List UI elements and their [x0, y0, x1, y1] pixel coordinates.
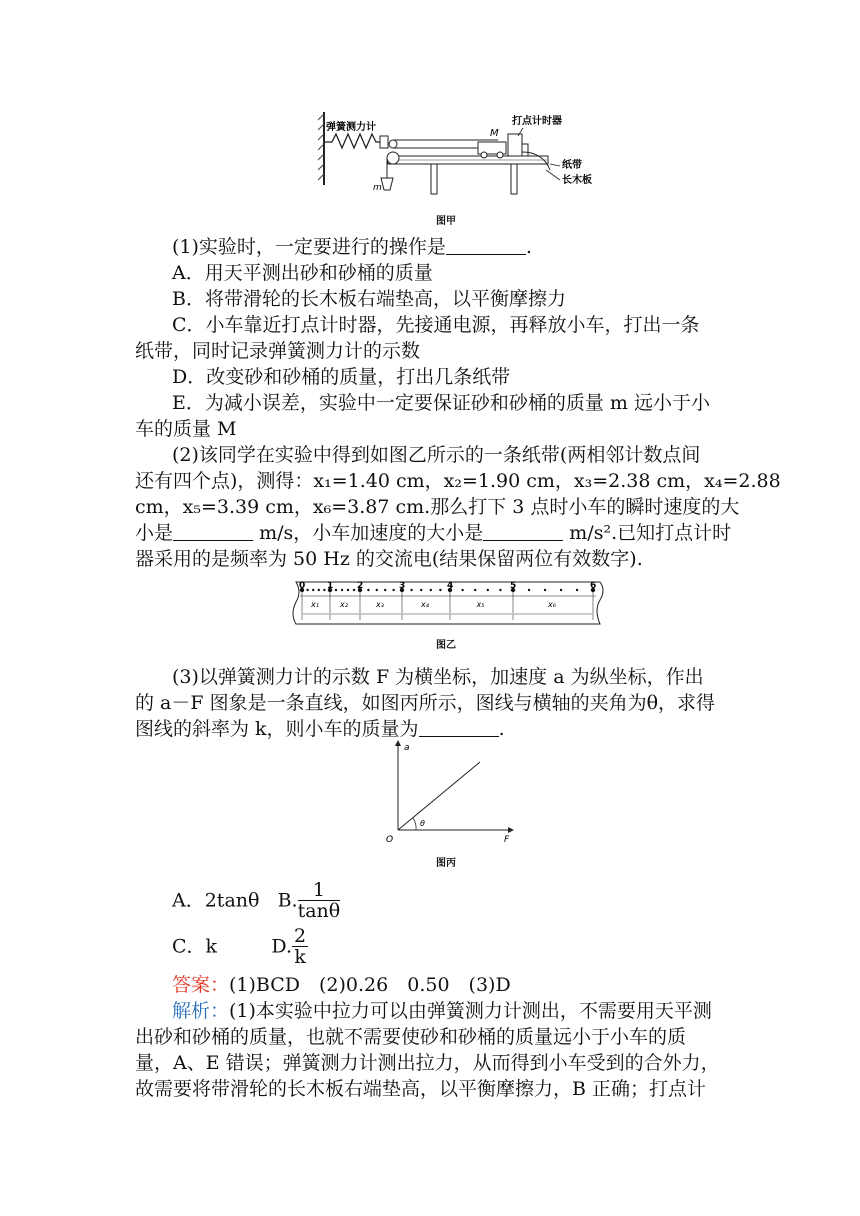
count-point-label: 6 [590, 581, 597, 591]
q3-option-d-fraction: $\frac{2}{k}$ [294, 925, 307, 968]
tape-dot [560, 589, 562, 591]
tape-dot [410, 589, 412, 591]
a-F-graph [380, 738, 520, 848]
answer-blank [446, 236, 526, 255]
q1-option-d: D．改变砂和砂桶的质量，打出几条纸带 [172, 366, 511, 388]
analysis-line2: 出砂和砂桶的质量，也就不需要使砂和砂桶的质量远小于小车的质 [135, 1026, 687, 1048]
count-point-label: 2 [357, 581, 364, 591]
q2-line5: 器采用的是频率为 50 Hz 的交流电(结果保留两位有效数字). [135, 548, 643, 570]
tape-dot [439, 589, 441, 591]
tape-dot [367, 589, 369, 591]
tape-dot [576, 589, 578, 591]
count-point-label: 5 [510, 581, 517, 591]
q3-option-b-fraction: $\frac{1}{\tan\theta}$ [297, 879, 341, 922]
tape-dot [312, 589, 314, 591]
angle-label: θ [420, 819, 425, 828]
q3-option-c: C．k [172, 935, 218, 958]
count-point-label: 0 [299, 581, 306, 591]
answer-blank [173, 522, 253, 541]
q3-line2: 的 a－F 图象是一条直线，如图丙所示，图线与横轴的夹角为θ，求得 [135, 692, 716, 714]
tape-dot [420, 589, 422, 591]
segment-label: x₅ [476, 600, 485, 609]
tape-dot [376, 589, 378, 591]
q2-line2: 还有四个点)，测得：x₁=1.40 cm，x₂=1.90 cm，x₃=2.38 cm，x₄=2.88 [135, 470, 781, 492]
q1-option-a: A．用天平测出砂和砂桶的质量 [172, 262, 433, 284]
figure-caption-bing: 图丙 [436, 858, 456, 869]
label-spring-scale: 弹簧测力计 [326, 122, 376, 133]
q2-line4: 小是 m/s，小车加速度的大小是 m/s².已知打点计时 [135, 522, 732, 544]
q3-option-a: A．2tanθ [172, 889, 260, 912]
tape-dot [347, 589, 349, 591]
count-point-label: 4 [447, 581, 454, 591]
q1-option-e-line2: 车的质量 M [135, 418, 237, 440]
q1-option-b: B．将带滑轮的长木板右端垫高，以平衡摩擦力 [172, 288, 566, 310]
tape-dot [384, 589, 386, 591]
label-tape: 纸带 [562, 160, 582, 171]
segment-label: x₂ [340, 600, 348, 609]
figure-caption-yi: 图乙 [436, 640, 456, 651]
answer-blank [483, 522, 563, 541]
tape-dot [353, 589, 355, 591]
graph-line [398, 762, 480, 830]
axis-x-label: F [504, 835, 510, 845]
answer-blank [419, 718, 499, 737]
tape-dot [528, 589, 530, 591]
apparatus-figure [318, 110, 608, 230]
count-point-label: 1 [327, 581, 334, 591]
tape-dot [430, 589, 432, 591]
tape-dot [392, 589, 394, 591]
analysis-line4: 故需要将带滑轮的长木板右端垫高，以平衡摩擦力，B 正确；打点计 [135, 1078, 707, 1100]
tape-dot [306, 589, 308, 591]
tape-dot [461, 589, 463, 591]
count-point-label: 3 [399, 581, 406, 591]
q3-line1: (3)以弹簧测力计的示数 F 为横坐标，加速度 a 为纵坐标，作出 [172, 666, 704, 688]
q1-option-e-line1: E．为减小误差，实验中一定要保证砂和砂桶的质量 m 远小于小 [172, 392, 710, 414]
label-bucket-mass: m [373, 183, 382, 193]
segment-label: x₆ [548, 600, 556, 609]
analysis-line1: 解析：(1)本实验中拉力可以由弹簧测力计测出，不需要用天平测 [172, 1000, 712, 1022]
q2-line1: (2)该同学在实验中得到如图乙所示的一条纸带(两相邻计数点间 [172, 444, 701, 466]
figure-caption-jia: 图甲 [436, 216, 456, 227]
analysis-label: 解析： [172, 1000, 230, 1022]
q1-option-c-line1: C．小车靠近打点计时器，先接通电源，再释放小车，打出一条 [172, 314, 700, 336]
origin-label: O [386, 835, 394, 845]
q3-line3: 图线的斜率为 k，则小车的质量为 . [135, 718, 505, 740]
axis-y-label: a [404, 743, 410, 753]
label-timer: 打点计时器 [512, 116, 562, 127]
segment-label: x₃ [376, 600, 384, 609]
q1-stem: (1)实验时，一定要进行的操作是 . [172, 236, 532, 258]
tape-dot [474, 589, 476, 591]
label-cart-mass: M [490, 128, 499, 139]
segment-label: x₄ [421, 600, 429, 609]
tape-dot [323, 589, 325, 591]
label-board: 长木板 [562, 175, 592, 186]
tape-dot [341, 589, 343, 591]
q2-line3: cm，x₅=3.39 cm，x₆=3.87 cm.那么打下 3 点时小车的瞬时速度的大 [135, 496, 740, 518]
tape-dot [318, 589, 320, 591]
answer-text: (1)BCD (2)0.26 0.50 (3)D [229, 974, 511, 996]
tape-dot [487, 589, 489, 591]
q1-option-c-line2: 纸带，同时记录弹簧测力计的示数 [135, 340, 421, 362]
answer-label: 答案： [172, 974, 230, 996]
tape-dot [544, 589, 546, 591]
q3-options-ab: A．2tanθ B. $\frac{1}{\tan\theta}$ [172, 879, 341, 922]
tape-dot [335, 589, 337, 591]
segment-label: x₁ [311, 600, 319, 609]
tape-dot [499, 589, 501, 591]
analysis-line3: 量，A、E 错误；弹簧测力计测出拉力，从而得到小车受到的合外力， [135, 1052, 720, 1074]
q3-options-cd: C．k D. $\frac{2}{k}$ [172, 925, 307, 968]
answer-line [172, 972, 511, 998]
tape-figure [288, 578, 608, 630]
